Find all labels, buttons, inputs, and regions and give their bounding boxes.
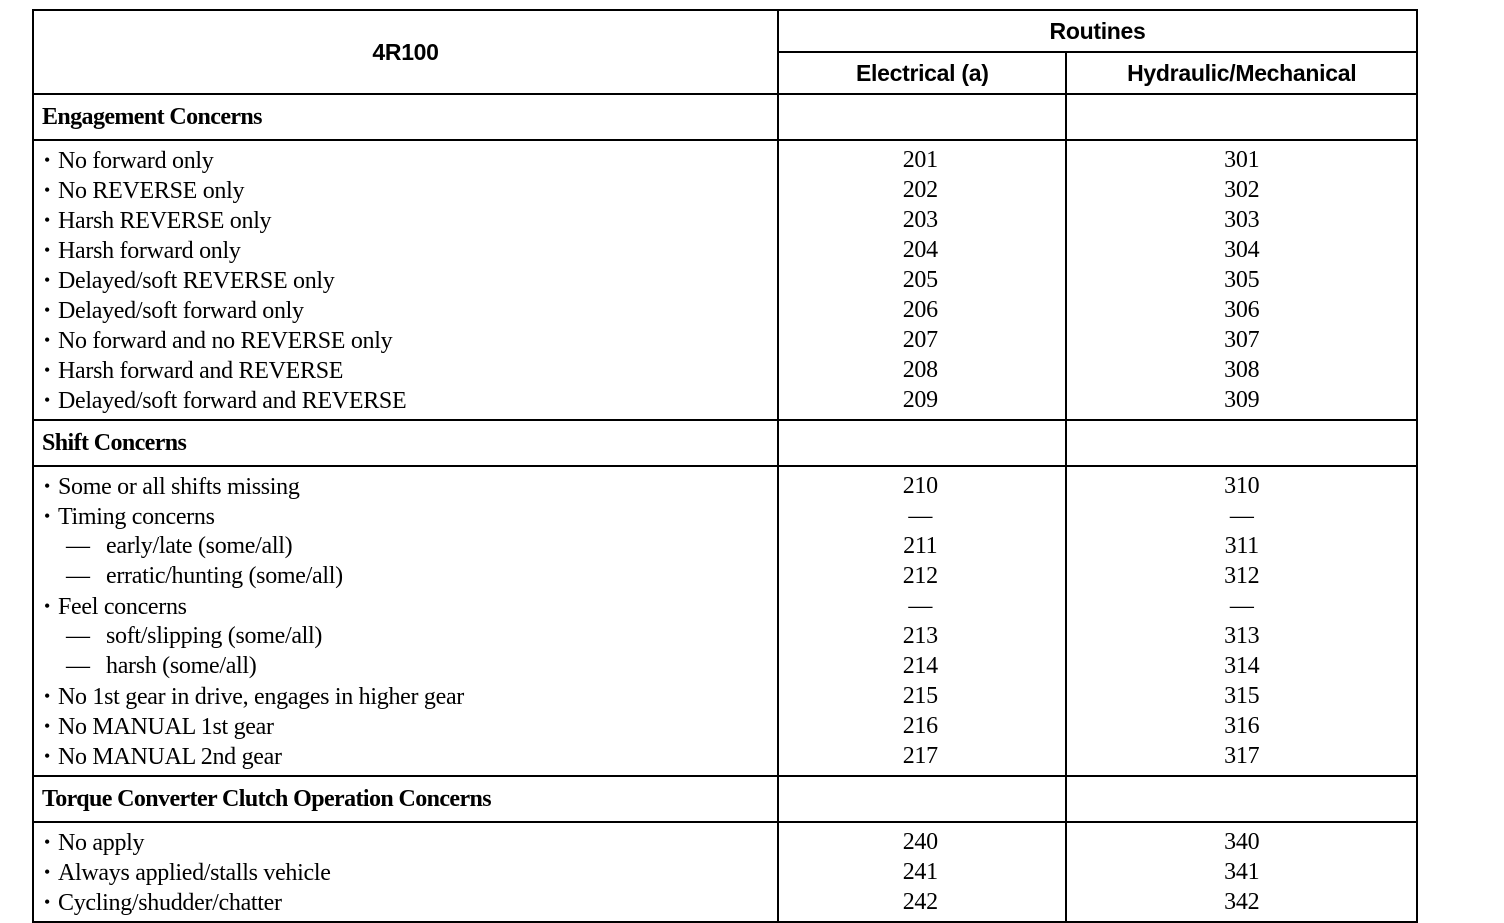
electrical-routine: 209 (902, 387, 938, 413)
concern-label: early/late (some/all) (106, 533, 293, 559)
model-header: 4R100 (33, 10, 778, 94)
concern-label: No forward and no REVERSE only (58, 328, 393, 354)
concern-label: erratic/hunting (some/all) (106, 563, 343, 589)
electrical-routine: 208 (902, 357, 938, 383)
electrical-column (778, 822, 1066, 922)
list-item (34, 175, 777, 205)
hydraulic-routine: 313 (1224, 623, 1260, 649)
concern-label: Delayed/soft REVERSE only (58, 268, 335, 294)
electrical-routine: — (908, 503, 933, 529)
electrical-routine: — (908, 593, 933, 619)
hydraulic-routine: 311 (1224, 533, 1259, 559)
section-header-row (33, 420, 1417, 466)
concern-label: No MANUAL 2nd gear (58, 744, 282, 770)
section-empty-cell (778, 420, 1066, 466)
bullet-marker: • (44, 862, 51, 882)
electrical-routine: 201 (902, 147, 938, 173)
list-item (34, 711, 777, 741)
list-item (34, 355, 777, 385)
concern-label: Always applied/stalls vehicle (58, 860, 331, 886)
concern-list (33, 140, 778, 420)
list-item (34, 235, 777, 265)
routines-header: Routines (778, 10, 1417, 52)
bullet-marker: • (44, 832, 51, 852)
concern-label: Delayed/soft forward and REVERSE (58, 388, 407, 414)
dash-marker: — (66, 533, 90, 559)
electrical-routine: 205 (902, 267, 938, 293)
electrical-header: Electrical (a) (778, 52, 1066, 94)
concern-label: Timing concerns (58, 504, 215, 530)
list-item (34, 325, 777, 355)
hydraulic-routine: 342 (1224, 889, 1260, 915)
hydraulic-routine: 305 (1224, 267, 1260, 293)
concern-label: Delayed/soft forward only (58, 298, 304, 324)
bullet-marker: • (44, 746, 51, 766)
electrical-routine: 241 (902, 859, 938, 885)
electrical-routine: 204 (902, 237, 938, 263)
concern-label: Some or all shifts missing (58, 474, 300, 500)
concern-label: Feel concerns (58, 594, 187, 620)
list-item (34, 651, 777, 681)
list-item (34, 265, 777, 295)
list-item (34, 145, 777, 175)
bullet-marker: • (44, 300, 51, 320)
bullet-marker: • (44, 716, 51, 736)
dash-marker: — (66, 563, 90, 589)
concern-label: Harsh forward only (58, 238, 241, 264)
hydraulic-routine: 317 (1224, 743, 1260, 769)
bullet-marker: • (44, 210, 51, 230)
electrical-routine: 206 (902, 297, 938, 323)
bullet-marker: • (44, 390, 51, 410)
list-item (34, 621, 777, 651)
hydraulic-routine: 302 (1224, 177, 1260, 203)
hydraulic-routine: — (1229, 593, 1254, 619)
list-item (34, 471, 777, 501)
bullet-marker: • (44, 476, 51, 496)
list-item (34, 887, 777, 917)
hydraulic-routine: 307 (1224, 327, 1260, 353)
list-item (34, 827, 777, 857)
hydraulic-routine: 310 (1224, 473, 1260, 499)
concern-label: Cycling/shudder/chatter (58, 890, 282, 916)
section-empty-cell (778, 94, 1066, 140)
list-item (34, 501, 777, 531)
concern-label: Harsh forward and REVERSE (58, 358, 344, 384)
list-item (34, 741, 777, 771)
concern-label: No apply (58, 830, 145, 856)
concern-label: No forward only (58, 148, 214, 174)
hydraulic-header: Hydraulic/Mechanical (1066, 52, 1417, 94)
list-item (34, 385, 777, 415)
hydraulic-routine: 306 (1224, 297, 1260, 323)
hydraulic-routine: 308 (1224, 357, 1260, 383)
bullet-marker: • (44, 150, 51, 170)
electrical-routine: 217 (902, 743, 938, 769)
section-title: Torque Converter Clutch Operation Concerns (33, 776, 778, 822)
list-item (34, 681, 777, 711)
hydraulic-routine: 312 (1224, 563, 1260, 589)
electrical-column (778, 140, 1066, 420)
hydraulic-column (1066, 822, 1417, 922)
electrical-routine: 214 (902, 653, 938, 679)
section-empty-cell (778, 776, 1066, 822)
bullet-marker: • (44, 892, 51, 912)
list-item (34, 857, 777, 887)
hydraulic-routine: 341 (1224, 859, 1260, 885)
bullet-marker: • (44, 270, 51, 290)
electrical-routine: 210 (902, 473, 938, 499)
list-item (34, 531, 777, 561)
concern-label: harsh (some/all) (106, 653, 257, 679)
section-body-row (33, 140, 1417, 420)
routines-table (32, 9, 1418, 923)
table-body (33, 10, 1417, 922)
electrical-routine: 212 (902, 563, 938, 589)
header-row-top (33, 10, 1417, 52)
bullet-marker: • (44, 240, 51, 260)
bullet-marker: • (44, 506, 51, 526)
hydraulic-routine: 304 (1224, 237, 1260, 263)
bullet-marker: • (44, 686, 51, 706)
section-empty-cell (1066, 776, 1417, 822)
list-item (34, 591, 777, 621)
hydraulic-routine: 316 (1224, 713, 1260, 739)
concern-label: No MANUAL 1st gear (58, 714, 274, 740)
concern-label: No REVERSE only (58, 178, 245, 204)
bullet-marker: • (44, 596, 51, 616)
hydraulic-routine: — (1229, 503, 1254, 529)
hydraulic-routine: 315 (1224, 683, 1260, 709)
concern-label: soft/slipping (some/all) (106, 623, 323, 649)
electrical-column (778, 466, 1066, 776)
electrical-routine: 242 (902, 889, 938, 915)
section-title: Shift Concerns (33, 420, 778, 466)
hydraulic-routine: 314 (1224, 653, 1260, 679)
dash-marker: — (66, 653, 90, 679)
section-body-row (33, 466, 1417, 776)
electrical-routine: 211 (903, 533, 938, 559)
concern-label: No 1st gear in drive, engages in higher gear (58, 684, 464, 710)
hydraulic-routine: 303 (1224, 207, 1260, 233)
hydraulic-column (1066, 466, 1417, 776)
electrical-routine: 240 (902, 829, 938, 855)
concern-list (33, 466, 778, 776)
concern-list (33, 822, 778, 922)
electrical-routine: 216 (902, 713, 938, 739)
electrical-routine: 215 (902, 683, 938, 709)
section-header-row (33, 776, 1417, 822)
section-empty-cell (1066, 94, 1417, 140)
section-title: Engagement Concerns (33, 94, 778, 140)
dash-marker: — (66, 623, 90, 649)
section-body-row (33, 822, 1417, 922)
hydraulic-routine: 301 (1224, 147, 1260, 173)
hydraulic-routine: 309 (1224, 387, 1260, 413)
list-item (34, 295, 777, 325)
list-item (34, 205, 777, 235)
hydraulic-routine: 340 (1224, 829, 1260, 855)
bullet-marker: • (44, 330, 51, 350)
bullet-marker: • (44, 180, 51, 200)
concern-label: Harsh REVERSE only (58, 208, 272, 234)
electrical-routine: 202 (902, 177, 938, 203)
hydraulic-column (1066, 140, 1417, 420)
electrical-routine: 213 (902, 623, 938, 649)
section-empty-cell (1066, 420, 1417, 466)
electrical-routine: 203 (902, 207, 938, 233)
electrical-routine: 207 (902, 327, 938, 353)
bullet-marker: • (44, 360, 51, 380)
list-item (34, 561, 777, 591)
section-header-row (33, 94, 1417, 140)
